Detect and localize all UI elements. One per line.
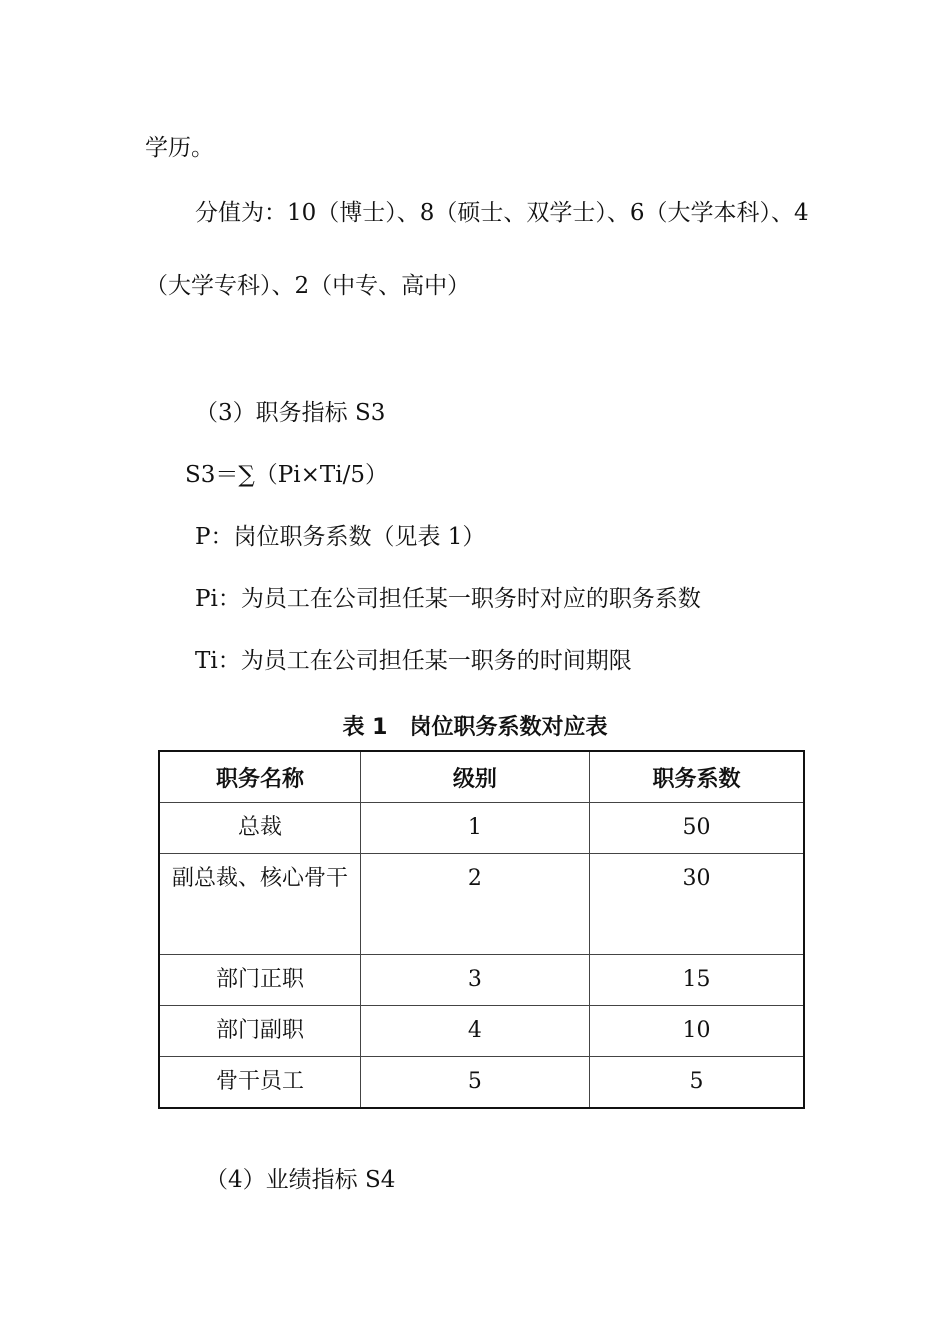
table-caption: 表 1 岗位职务系数对应表	[342, 715, 608, 740]
header-position-name: 职务名称	[159, 751, 360, 803]
cell-position-name: 部门正职	[159, 955, 360, 1006]
paragraph-score-values-cont: （大学专科）、2（中专、高中）	[145, 273, 471, 299]
paragraph-score-values: 分值为：10（博士）、8（硕士、双学士）、6（大学本科）、4	[195, 200, 809, 226]
table-row	[159, 854, 804, 955]
cell-level: 1	[360, 803, 589, 854]
cell-position-name: 部门副职	[159, 1006, 360, 1057]
table-row	[159, 1006, 804, 1057]
cell-level: 5	[360, 1057, 589, 1109]
cell-position-name: 骨干员工	[159, 1057, 360, 1109]
table-header-row	[159, 751, 804, 803]
definition-ti: Ti：为员工在公司担任某一职务的时间期限	[195, 648, 632, 674]
formula-s3: S3＝∑（Pi×Ti/5）	[185, 462, 388, 488]
cell-level: 4	[360, 1006, 589, 1057]
header-level: 级别	[360, 751, 589, 803]
table-row	[159, 803, 804, 854]
cell-position-name-text: 副总裁、核心骨干	[171, 866, 348, 891]
table-row	[159, 1057, 804, 1109]
cell-coefficient: 5	[589, 1057, 804, 1109]
header-coefficient: 职务系数	[589, 751, 804, 803]
cell-coefficient: 50	[589, 803, 804, 854]
cell-position-name: 总裁	[159, 803, 360, 854]
cell-level: 2	[360, 854, 589, 955]
cell-level: 3	[360, 955, 589, 1006]
section-heading-s4: （4）业绩指标 S4	[205, 1167, 396, 1193]
definition-pi: Pi：为员工在公司担任某一职务时对应的职务系数	[195, 586, 701, 612]
table-row	[159, 955, 804, 1006]
section-heading-s3: （3）职务指标 S3	[195, 400, 386, 426]
cell-coefficient: 30	[589, 854, 804, 955]
definition-p: P：岗位职务系数（见表 1）	[195, 524, 486, 550]
cell-position-name	[159, 854, 360, 955]
paragraph-education-end: 学历。	[145, 135, 214, 161]
cell-coefficient: 15	[589, 955, 804, 1006]
position-coefficient-table	[158, 750, 805, 1109]
cell-coefficient: 10	[589, 1006, 804, 1057]
